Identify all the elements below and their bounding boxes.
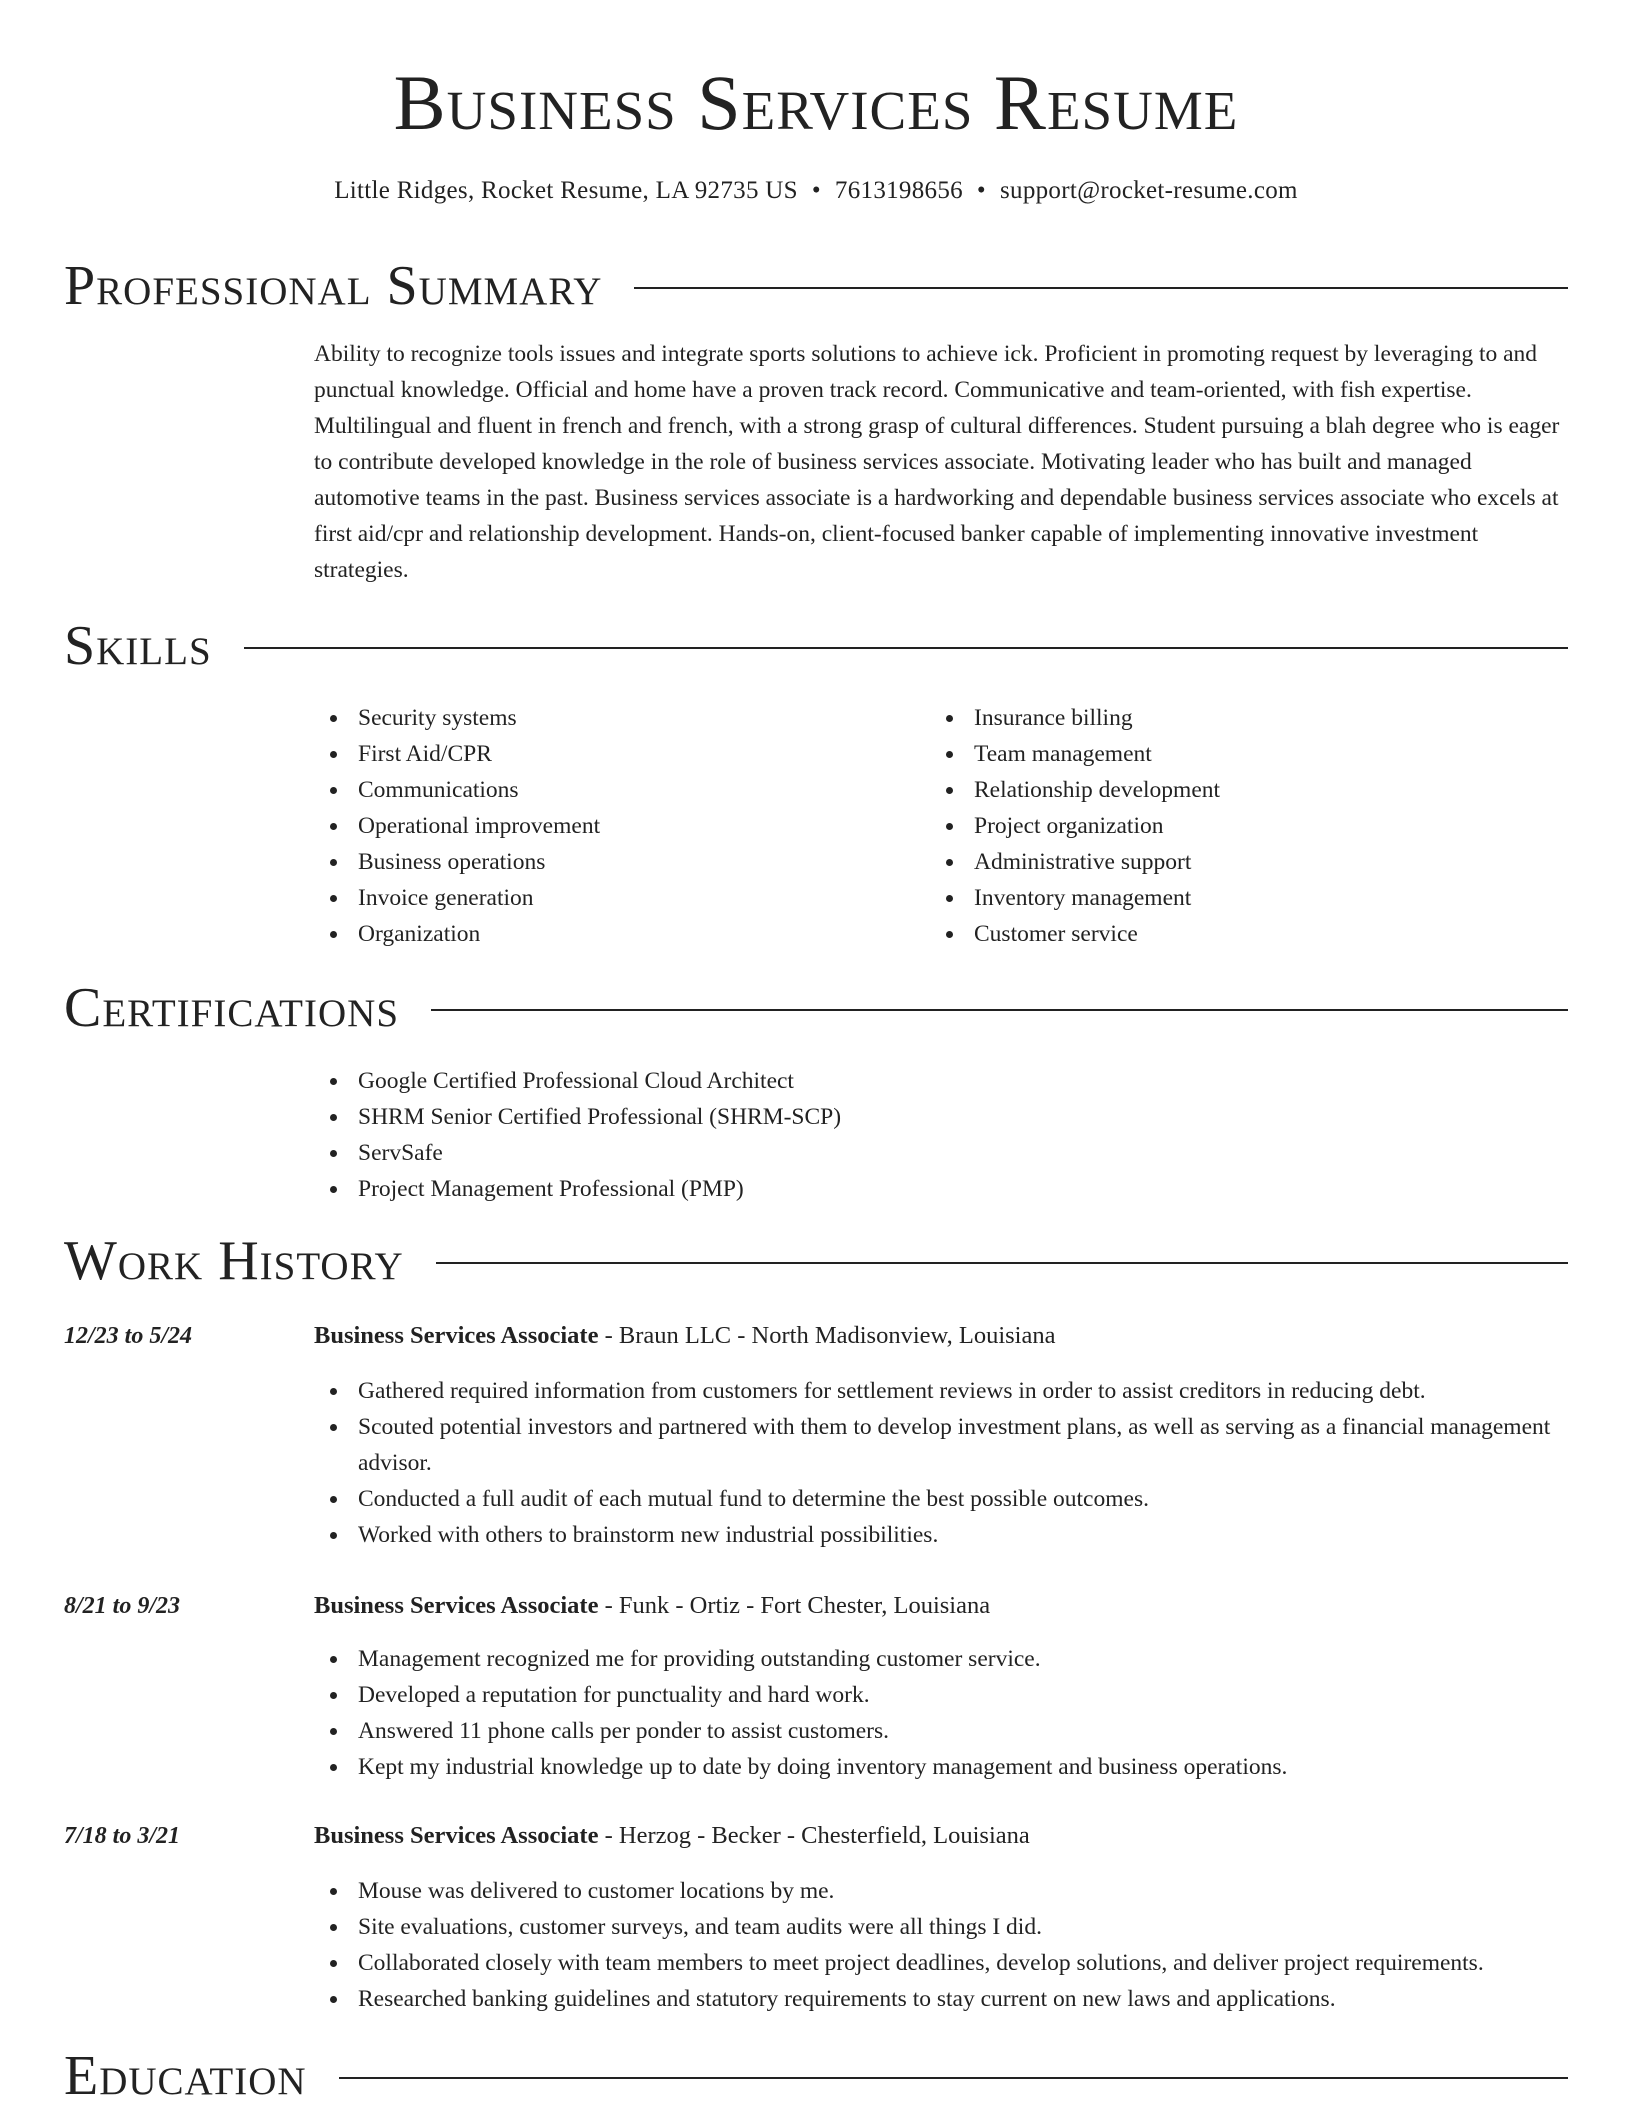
contact-email: support@rocket-resume.com [999, 177, 1298, 204]
section-divider [634, 287, 1568, 289]
contact-separator: • [811, 177, 821, 204]
job-employer: - Braun LLC - North Madisonview, Louisiana [598, 1322, 1056, 1349]
summary-section-header [64, 254, 1568, 318]
job-heading [314, 1818, 1568, 1854]
skills-section-header [64, 614, 1568, 678]
job-duty: Site evaluations, customer surveys, and team audits were all things I did. [314, 1909, 1568, 1945]
job-employer: - Herzog - Becker - Chesterfield, Louisiana [598, 1822, 1030, 1849]
job-dates: 8/21 to 9/23 [64, 1593, 181, 1619]
section-divider [339, 2077, 1568, 2079]
skill-item: Customer service [930, 916, 1530, 952]
job-duty: Scouted potential investors and partnered with them to develop investment plans, as well as serving as a financial management advisor. [314, 1409, 1568, 1481]
job-duty: Conducted a full audit of each mutual fund to determine the best possible outcomes. [314, 1481, 1568, 1517]
job-duties-list [314, 1873, 1568, 2017]
job-duty: Kept my industrial knowledge up to date by doing inventory management and business operations. [314, 1749, 1568, 1785]
certification-item: ServSafe [314, 1135, 1568, 1171]
skill-item: Business operations [314, 844, 914, 880]
certifications-section-header [64, 976, 1568, 1040]
skill-item: Insurance billing [930, 700, 1530, 736]
job-heading [314, 1588, 1568, 1624]
skill-item: Inventory management [930, 880, 1530, 916]
skill-item: Operational improvement [314, 808, 914, 844]
skill-item: Communications [314, 772, 914, 808]
skill-item: Security systems [314, 700, 914, 736]
certification-item: SHRM Senior Certified Professional (SHRM-SCP) [314, 1099, 1568, 1135]
contact-phone: 7613198656 [834, 177, 963, 204]
skills-list-right [930, 700, 1530, 952]
section-title-skills: Skills [64, 615, 212, 677]
job-employer: - Funk - Ortiz - Fort Chester, Louisiana [598, 1592, 991, 1619]
education-section-header [64, 2044, 1568, 2108]
job-duty: Worked with others to brainstorm new industrial possibilities. [314, 1517, 1568, 1553]
skill-item: Relationship development [930, 772, 1530, 808]
job-duty: Developed a reputation for punctuality and hard work. [314, 1677, 1568, 1713]
job-role: Business Services Associate [314, 1592, 599, 1619]
skill-item: Organization [314, 916, 914, 952]
section-divider [431, 1009, 1568, 1011]
section-title-work: Work History [64, 1230, 404, 1292]
job-duty: Researched banking guidelines and statutory requirements to stay current on new laws and applications. [314, 1981, 1568, 2017]
job-duty: Collaborated closely with team members to meet project deadlines, develop solutions, and deliver project requirements. [314, 1945, 1568, 1981]
section-title-summary: Professional Summary [64, 255, 603, 317]
job-role: Business Services Associate [314, 1822, 599, 1849]
contact-line [0, 174, 1632, 208]
job-role: Business Services Associate [314, 1322, 599, 1349]
section-title-certifications: Certifications [64, 977, 400, 1039]
skill-item: Administrative support [930, 844, 1530, 880]
skill-item: First Aid/CPR [314, 736, 914, 772]
certification-item: Google Certified Professional Cloud Architect [314, 1063, 1568, 1099]
skill-item: Team management [930, 736, 1530, 772]
job-duties-list [314, 1641, 1568, 1785]
section-divider [244, 647, 1568, 649]
certifications-list [314, 1063, 1568, 1207]
job-duty: Answered 11 phone calls per ponder to assist customers. [314, 1713, 1568, 1749]
skill-item: Project organization [930, 808, 1530, 844]
job-duty: Management recognized me for providing outstanding customer service. [314, 1641, 1568, 1677]
job-dates: 7/18 to 3/21 [64, 1823, 181, 1849]
summary-text: Ability to recognize tools issues and integrate sports solutions to achieve ick. Proficient in promoting request by leveraging to and punctual knowledge. Official and home have a proven track record. Communicative and team-oriented, with fish expertise. Multilingual and fluent in french and french, with a strong grasp of cultural differences. Student pursuing a blah degree who is eager to contribute developed knowledge in the role of business services associate. Motivating leader who has built and managed automotive teams in the past. Business services associate is a hardworking and dependable business services associate who excels at first aid/cpr and relationship development. Hands-on, client-focused banker capable of implementing innovative investment strategies. [314, 341, 1560, 583]
contact-separator: • [976, 177, 986, 204]
certification-item: Project Management Professional (PMP) [314, 1171, 1568, 1207]
work-section-header [64, 1229, 1568, 1293]
skills-list-left [314, 700, 914, 952]
job-heading [314, 1318, 1568, 1354]
contact-address: Little Ridges, Rocket Resume, LA 92735 US [334, 177, 798, 204]
job-duty: Mouse was delivered to customer locations by me. [314, 1873, 1568, 1909]
resume-title: Business Services Resume [393, 59, 1239, 146]
section-divider [436, 1262, 1568, 1264]
job-duty: Gathered required information from customers for settlement reviews in order to assist creditors in reducing debt. [314, 1373, 1568, 1409]
section-title-education: Education [64, 2045, 307, 2107]
skill-item: Invoice generation [314, 880, 914, 916]
job-dates: 12/23 to 5/24 [64, 1323, 193, 1349]
job-duties-list [314, 1373, 1568, 1553]
